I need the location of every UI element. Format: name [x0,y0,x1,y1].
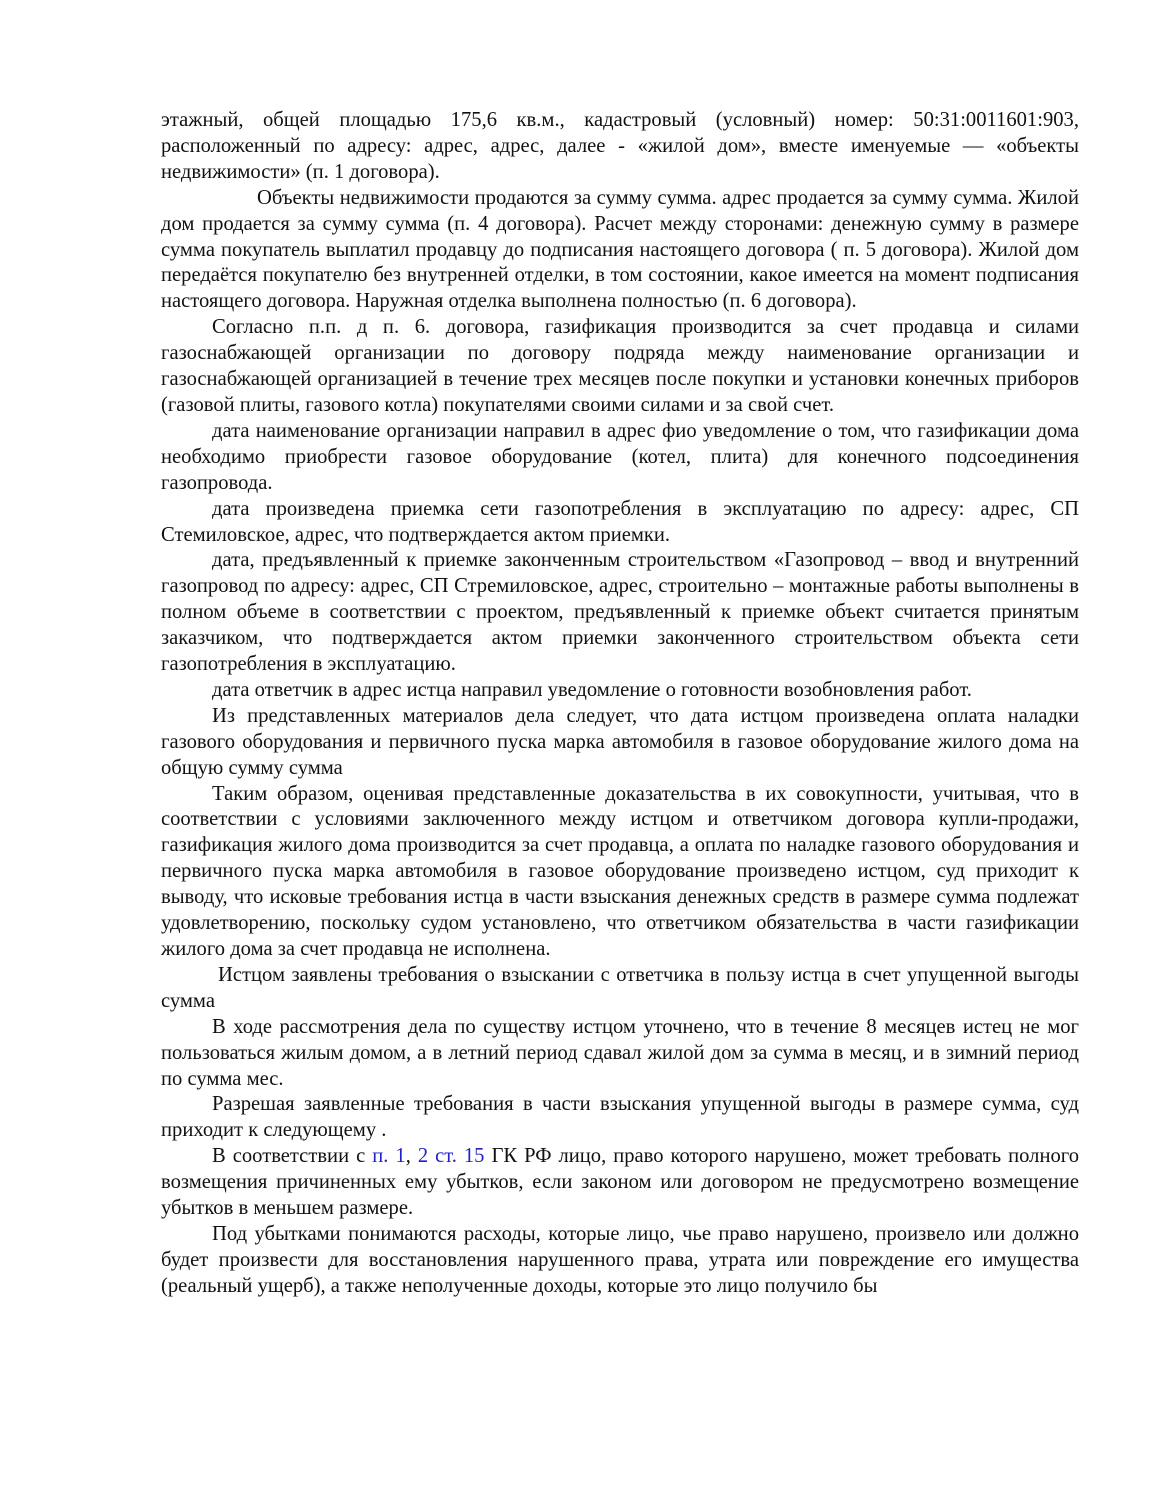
paragraph-gasification-terms: Согласно п.п. д п. 6. договора, газификация производится за счет продавца и силами газоснабжающей организации по договору подряда между наименование организации и газоснабжающей организацией в течение трех месяцев после покупки и установки конечных приборов (газовой плиты, газового котла) покупателями своими силами и за свой счет. [161,316,1079,416]
paragraph-notification: дата наименование организации направил в адрес фио уведомление о том, что газификации дома необходимо приобрести газовое оборудование (котел, плита) для конечного подсоединения газопровода. [161,419,1079,494]
legal-basis-intro: В соответствии с [212,1145,373,1168]
paragraph-property-description: этажный, общей площадью 175,6 кв.м., кадастровый (условный) номер: 50:31:0011601:903, расположенный по адресу: адрес, адрес, далее - «жилой дом», вместе именуемые — «объекты недвижимости» (п. 1 договора). [161,109,1079,183]
paragraph-payment-evidence: Из представленных материалов дела следует, что дата истцом произведена оплата наладки газового оборудования и первичного пуска марка автомобиля в газовое оборудование жилого дома на общую сумму сумма [161,704,1079,779]
paragraph-lost-profit-claim: Истцом заявлены требования о взыскании с ответчика в пользу истца в счет упущенной выгоды сумма [161,963,1079,1012]
paragraph-resolution: Разрешая заявленные требования в части взыскания упущенной выгоды в размере сумма, суд приходит к следующему . [161,1093,1079,1142]
paragraph-legal-basis [161,1144,1079,1222]
paragraph-construction-completed: дата, предъявленный к приемке законченным строительством «Газопровод – ввод и внутренний газопровод по адресу: адрес, СП Стремиловское, адрес, строительно – монтажные работы выполнены в полном объеме в соответствии с проектом, предъявленный к приемке объект считается принятым заказчиком, что подтверждается актом приемки законченного строительством объекта сети газопотребления в эксплуатацию. [161,549,1079,676]
law-link-point-1[interactable]: п. 1 [372,1145,406,1168]
paragraph-sale-price: Объекты недвижимости продаются за сумму сумма. адрес продается за сумму сумма. Жилой дом продается за сумму сумма (п. 4 договора). Расчет между сторонами: денежную сумму в размере сумма покупатель выплатил продавцу до подписания настоящего договора ( п. 5 договора). Жилой дом передаётся покупателю без внутренней отделки, в том состоянии, какое имеется на момент подписания настоящего договора. Наружная отделка выполнена полностью (п. 6 договора). [161,186,1079,313]
paragraph-clarification: В ходе рассмотрения дела по существу истцом уточнено, что в течение 8 месяцев истец не мог пользоваться жилым домом, а в летний период сдавал жилой дом за сумма в месяц, и в зимний период по сумма мес. [161,1015,1079,1090]
link-separator: , [405,1145,418,1168]
law-link-article-15[interactable]: 2 ст. 15 [417,1145,485,1168]
paragraph-acceptance: дата произведена приемка сети газопотребления в эксплуатацию по адресу: адрес, СП Стемиловское, адрес, что подтверждается актом приемки. [161,497,1079,546]
legal-basis-text: ГК РФ лицо, право которого нарушено, может требовать полного возмещения причиненных ему убытков, если законом или договором не предусмотрено возмещение убытков в меньшем размере. [161,1145,1080,1220]
paragraph-court-conclusion: Таким образом, оценивая представленные доказательства в их совокупности, учитывая, что в соответствии с условиями заключенного между истцом и ответчиком договора купли-продажи, газификация жилого дома производится за счет продавца, а оплата по наладке газового оборудования и первичного пуска марка автомобиля в газовое оборудование произведено истцом, суд приходит к выводу, что исковые требования истца в части взыскания денежных средств в размере сумма подлежат удовлетворению, поскольку судом установлено, что ответчиком обязательства в части газификации жилого дома за счет продавца не исполнена. [161,782,1079,960]
paragraph-resumption-notice: дата ответчик в адрес истца направил уведомление о готовности возобновления работ. [212,678,972,701]
document-page [161,108,1079,1300]
paragraph-losses-definition: Под убытками понимаются расходы, которые лицо, чье право нарушено, произвело или должно будет произвести для восстановления нарушенного права, утрата или повреждение его имущества (реальный ущерб), а также неполученные доходы, которые это лицо получило бы [161,1222,1079,1297]
